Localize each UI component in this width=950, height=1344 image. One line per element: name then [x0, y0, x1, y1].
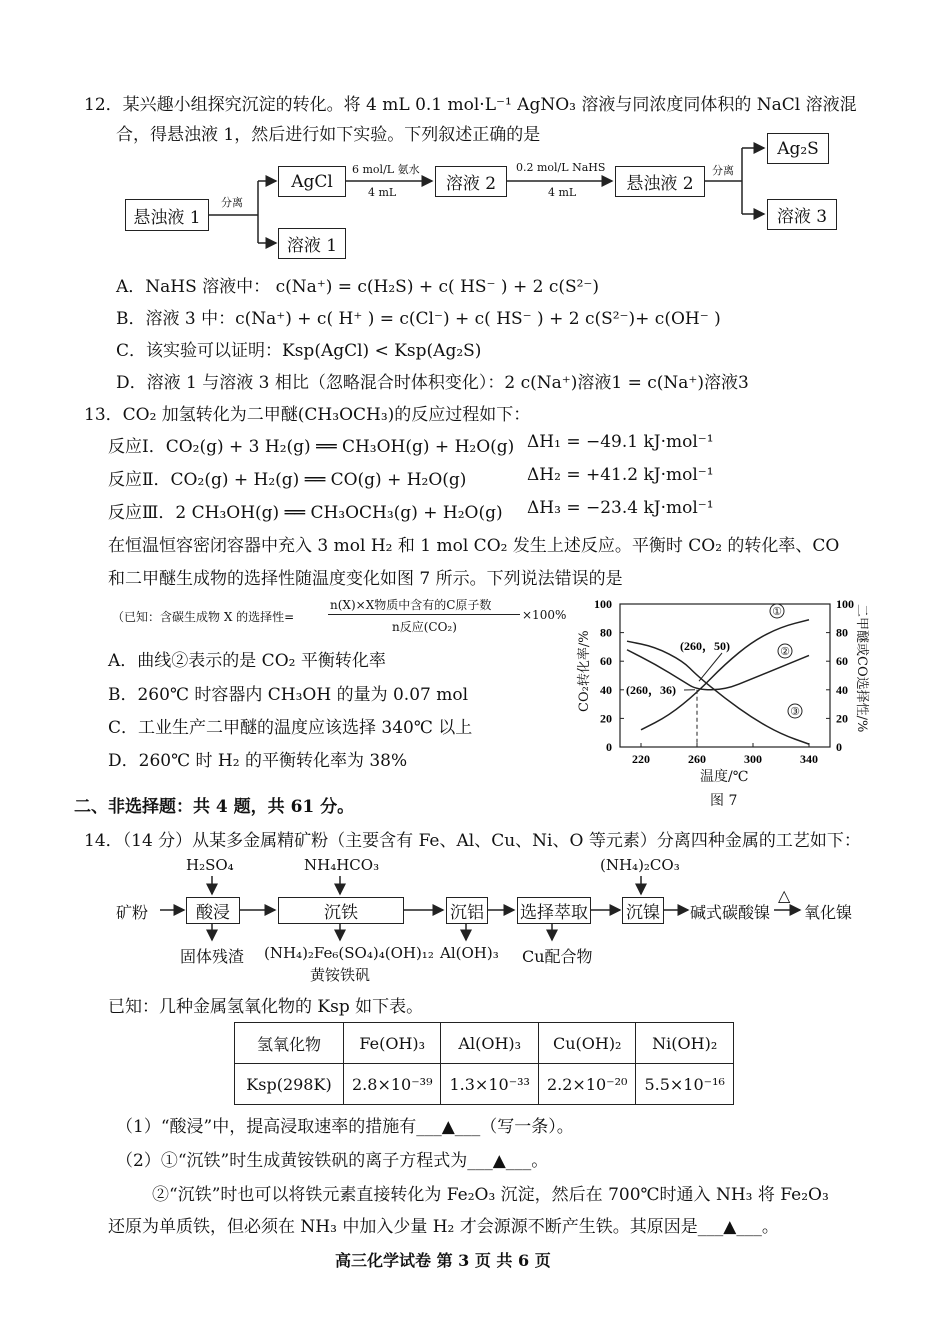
heat-symbol: △	[778, 886, 791, 905]
figure-caption: 图 7	[710, 793, 738, 809]
q12-option-b: B．溶液 3 中：c(Na⁺) + c( H⁺ ) = c(Cl⁻) + c( HS⁻ ) + 2 c(S²⁻)+ c(OH⁻ )	[116, 309, 721, 329]
nh4hco3-label: NH₄HCO₃	[304, 856, 380, 874]
ksp-intro: 已知：几种金属氢氧化物的 Ksp 如下表。	[108, 997, 424, 1017]
q14-stem: 14．（14 分）从某多金属精矿粉（主要含有 Fe、Al、Cu、Ni、O 等元素）分离四种金属的工艺如下：	[84, 831, 861, 851]
x-tick-label: 220	[632, 752, 650, 766]
nickel-precipitation-box: 沉镍	[622, 897, 664, 924]
q13-option-a: A．曲线②表示的是 CO₂ 平衡转化率	[108, 651, 386, 671]
q13-option-c: C．工业生产二甲醚的温度应该选择 340℃ 以上	[108, 718, 473, 738]
suspension1-box: 悬浊液 1	[125, 199, 209, 231]
cu-complex-label: Cu配合物	[522, 947, 593, 966]
y-tick-label-right: 100	[836, 597, 854, 611]
definition-prefix: （已知：含碳生成物 X 的选择性=	[112, 610, 295, 624]
x-axis-label: 温度/℃	[700, 769, 749, 785]
section-2-heading: 二、非选择题：共 4 题，共 61 分。	[74, 797, 355, 817]
ore-powder-label: 矿粉	[116, 903, 149, 922]
y-tick-label-right: 60	[836, 654, 848, 669]
table-cell: 5.5×10⁻¹⁶	[636, 1064, 733, 1105]
definition-suffix: ×100%	[522, 608, 567, 622]
agcl-box: AgCl	[278, 166, 346, 197]
aluminum-hydroxide-label: Al(OH)₃	[440, 944, 499, 962]
reaction-3-enthalpy: ΔH₃ = −23.4 kJ·mol⁻¹	[527, 498, 714, 518]
series-label-2: ②	[780, 646, 790, 658]
table-header-cell: Fe(OH)₃	[344, 1023, 441, 1064]
reaction-2-enthalpy: ΔH₂ = +41.2 kJ·mol⁻¹	[527, 465, 714, 485]
y-tick-label: 60	[600, 654, 612, 669]
annotation-260-36: (260，36)	[626, 683, 676, 697]
table-header-cell: 氢氧化物	[235, 1023, 344, 1064]
q12-stem-line2: 合，得悬浊液 1，然后进行如下实验。下列叙述正确的是	[116, 125, 541, 145]
y-tick-label-right: 40	[836, 682, 848, 697]
q14-sub-2a: （2）①“沉铁”时生成黄铵铁矾的离子方程式为___▲___。	[116, 1151, 549, 1171]
solid-residue-label: 固体残渣	[180, 947, 245, 966]
annotation-260-50: (260，50)	[680, 639, 730, 653]
nahs-label: 0.2 mol/L NaHS	[516, 161, 606, 174]
series-label-3: ③	[790, 706, 800, 718]
suspension2-box: 悬浊液 2	[615, 166, 705, 197]
ammonium-carbonate-label: (NH₄)₂CO₃	[600, 856, 680, 874]
y-tick-label: 20	[600, 711, 612, 726]
table-cell: 2.2×10⁻²⁰	[538, 1064, 635, 1105]
y-axis-label-right: 二甲醚或CO选择性/%	[854, 604, 869, 733]
table-header-row	[235, 1023, 734, 1064]
q13-option-b: B．260℃ 时容器内 CH₃OH 的量为 0.07 mol	[108, 685, 469, 705]
page-footer: 高三化学试卷 第 3 页 共 6 页	[335, 1251, 551, 1270]
q14-sub-2b: ②“沉铁”时也可以将铁元素直接转化为 Fe₂O₃ 沉淀，然后在 700℃时通入 NH₃ 将 Fe₂O₃	[152, 1185, 829, 1205]
q14-sub-1: （1）“酸浸”中，提高浸取速率的措施有___▲___（写一条）。	[116, 1117, 574, 1137]
reaction-2-equation: 反应Ⅱ．CO₂(g) + H₂(g) ══ CO(g) + H₂O(g)	[108, 470, 467, 490]
y-tick-label-right: 80	[836, 625, 848, 640]
q12-option-d: D．溶液 1 与溶液 3 相比（忽略混合时体积变化）：2 c(Na⁺)溶液1 = c(Na⁺)溶液3	[116, 373, 749, 393]
y-tick-label: 40	[600, 682, 612, 697]
y-axis-label-left: CO₂转化率/%	[577, 630, 592, 712]
nahs-volume-label: 4 mL	[548, 186, 577, 199]
h2so4-label: H₂SO₄	[186, 856, 234, 874]
q13-option-d: D．260℃ 时 H₂ 的平衡转化率为 38%	[108, 751, 408, 771]
x-tick-label: 260	[688, 752, 706, 766]
reaction-3-equation: 反应Ⅲ．2 CH₃OH(g) ══ CH₃OCH₃(g) + H₂O(g)	[108, 503, 503, 523]
q13-stem: 13．CO₂ 加氢转化为二甲醚(CH₃OCH₃)的反应过程如下：	[84, 405, 531, 425]
y-tick-label: 80	[600, 625, 612, 640]
table-header-cell: Ni(OH)₂	[636, 1023, 733, 1064]
reaction-1-enthalpy: ΔH₁ = −49.1 kJ·mol⁻¹	[527, 432, 714, 452]
solution1-box: 溶液 1	[278, 228, 346, 259]
y-tick-label: 100	[594, 597, 612, 611]
x-tick-label: 300	[744, 752, 762, 766]
selective-extraction-box: 选择萃取	[517, 897, 591, 924]
definition-numerator: n(X)×X物质中含有的C原子数	[330, 598, 492, 612]
q13-paragraph-line1: 在恒温恒容密闭容器中充入 3 mol H₂ 和 1 mol CO₂ 发生上述反应。平衡时 CO₂ 的转化率、CO	[108, 536, 840, 556]
q13-paragraph-line2: 和二甲醚生成物的选择性随温度变化如图 7 所示。下列说法错误的是	[108, 569, 623, 589]
table-header-cell: Cu(OH)₂	[538, 1023, 635, 1064]
solution2-box: 溶液 2	[435, 166, 507, 197]
jarosite-name: 黄铵铁矾	[310, 966, 371, 984]
reaction-1-equation: 反应Ⅰ．CO₂(g) + 3 H₂(g) ══ CH₃OH(g) + H₂O(g)	[108, 437, 515, 457]
basic-nickel-carbonate-label: 碱式碳酸镍	[690, 903, 771, 922]
q14-sub-2c: 还原为单质铁，但必须在 NH₃ 中加入少量 H₂ 才会源源不断产生铁。其原因是___▲___。	[108, 1217, 779, 1237]
table-header-cell: Al(OH)₃	[441, 1023, 538, 1064]
iron-precipitation-box: 沉铁	[278, 897, 404, 924]
acid-leach-box: 酸浸	[186, 897, 240, 924]
ammonia-volume-label: 4 mL	[368, 186, 397, 199]
q12-option-c: C．该实验可以证明：Ksp(AgCl) < Ksp(Ag₂S)	[116, 341, 482, 361]
table-cell: 2.8×10⁻³⁹	[344, 1064, 441, 1105]
y-tick-label-right: 20	[836, 711, 848, 726]
separate-label-1: 分离	[221, 196, 243, 209]
ksp-table	[234, 1022, 734, 1105]
y-tick-label-right: 0	[836, 740, 842, 754]
x-tick-label: 340	[800, 752, 818, 766]
definition-denominator: n反应(CO₂)	[392, 620, 457, 634]
series-label-1: ①	[772, 606, 782, 618]
table-cell: Ksp(298K)	[235, 1064, 344, 1105]
separate-label-2: 分离	[712, 164, 734, 177]
solution3-box: 溶液 3	[767, 199, 837, 230]
aluminum-precipitation-box: 沉铝	[446, 897, 488, 924]
nickel-oxide-label: 氧化镍	[804, 903, 853, 922]
table-cell: 1.3×10⁻³³	[441, 1064, 538, 1105]
q12-stem-line1: 12．某兴趣小组探究沉淀的转化。将 4 mL 0.1 mol·L⁻¹ AgNO₃ 溶液与同浓度同体积的 NaCl 溶液混	[84, 95, 857, 115]
jarosite-formula: (NH₄)₂Fe₆(SO₄)₄(OH)₁₂	[264, 944, 434, 962]
table-row	[235, 1064, 734, 1105]
q12-option-a: A．NaHS 溶液中： c(Na⁺) = c(H₂S) + c( HS⁻ ) + 2 c(S²⁻)	[116, 277, 600, 297]
ag2s-box: Ag₂S	[767, 133, 829, 164]
y-tick-label: 0	[606, 740, 612, 754]
ammonia-label: 6 mol/L 氨水	[352, 163, 420, 176]
